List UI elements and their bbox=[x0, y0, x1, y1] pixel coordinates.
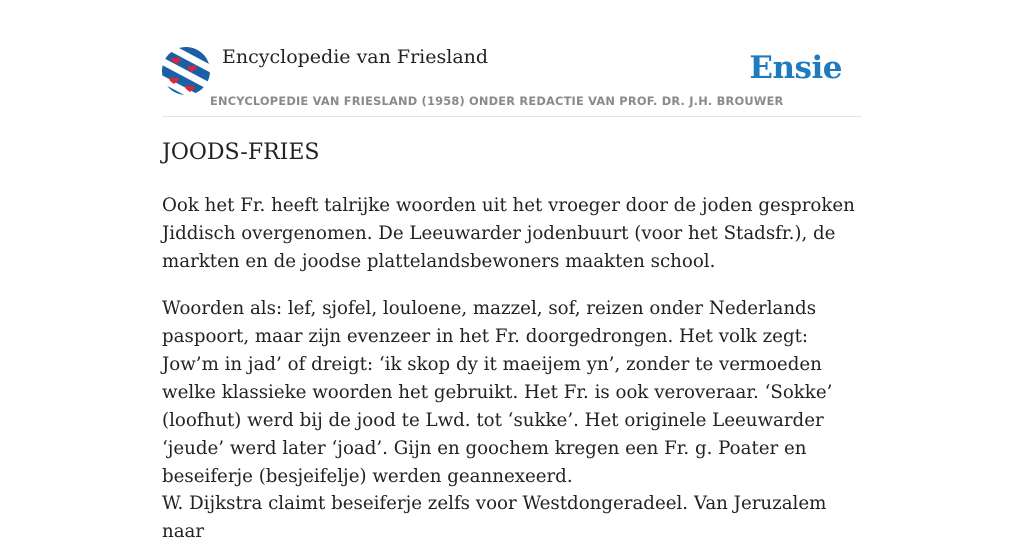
article-paragraph: W. Dijkstra claimt beseiferje zelfs voor Westdongeradeel. Van Jeruzalem naar bbox=[162, 493, 827, 542]
article-paragraph: Ook het Fr. heeft talrijke woorden uit het vroeger door de joden gesproken Jiddisch overgenomen. De Leeuwarder jodenbuurt (voor het Stadsfr.), de markten en de joodse plattelandsbewoners maakten school. bbox=[162, 195, 855, 272]
site-subtitle: ENCYCLOPEDIE VAN FRIESLAND (1958) ONDER REDACTIE VAN PROF. DR. J.H. BROUWER bbox=[210, 94, 784, 108]
article-paragraph: Woorden als: lef, sjofel, louloene, mazzel, sof, reizen onder Nederlands paspoort, maar zijn evenzeer in het Fr. doorgedrongen. Het volk zegt: Jow’m in jad’ of dreigt: ‘ik skop dy it maeijem yn’, zonder te vermoeden welke klassieke woorden het gebruikt. Het Fr. is ook veroveraar. ‘Sokke’ (loofhut) werd bij de jood te Lwd. tot ‘sukke’. Het originele Leeuwarder ‘jeude’ werd later ‘joad’. Gijn en goochem kregen een Fr. g. Poater en beseiferje (besjeifelje) werden geannexeerd. bbox=[162, 298, 833, 487]
frisian-flag-icon[interactable] bbox=[162, 47, 210, 95]
site-title[interactable]: Encyclopedie van Friesland bbox=[222, 46, 489, 68]
page bbox=[162, 0, 862, 542]
brand-logo[interactable]: Ensie bbox=[749, 50, 842, 86]
site-header bbox=[162, 0, 862, 117]
article-title: JOODS-FRIES bbox=[162, 140, 320, 165]
